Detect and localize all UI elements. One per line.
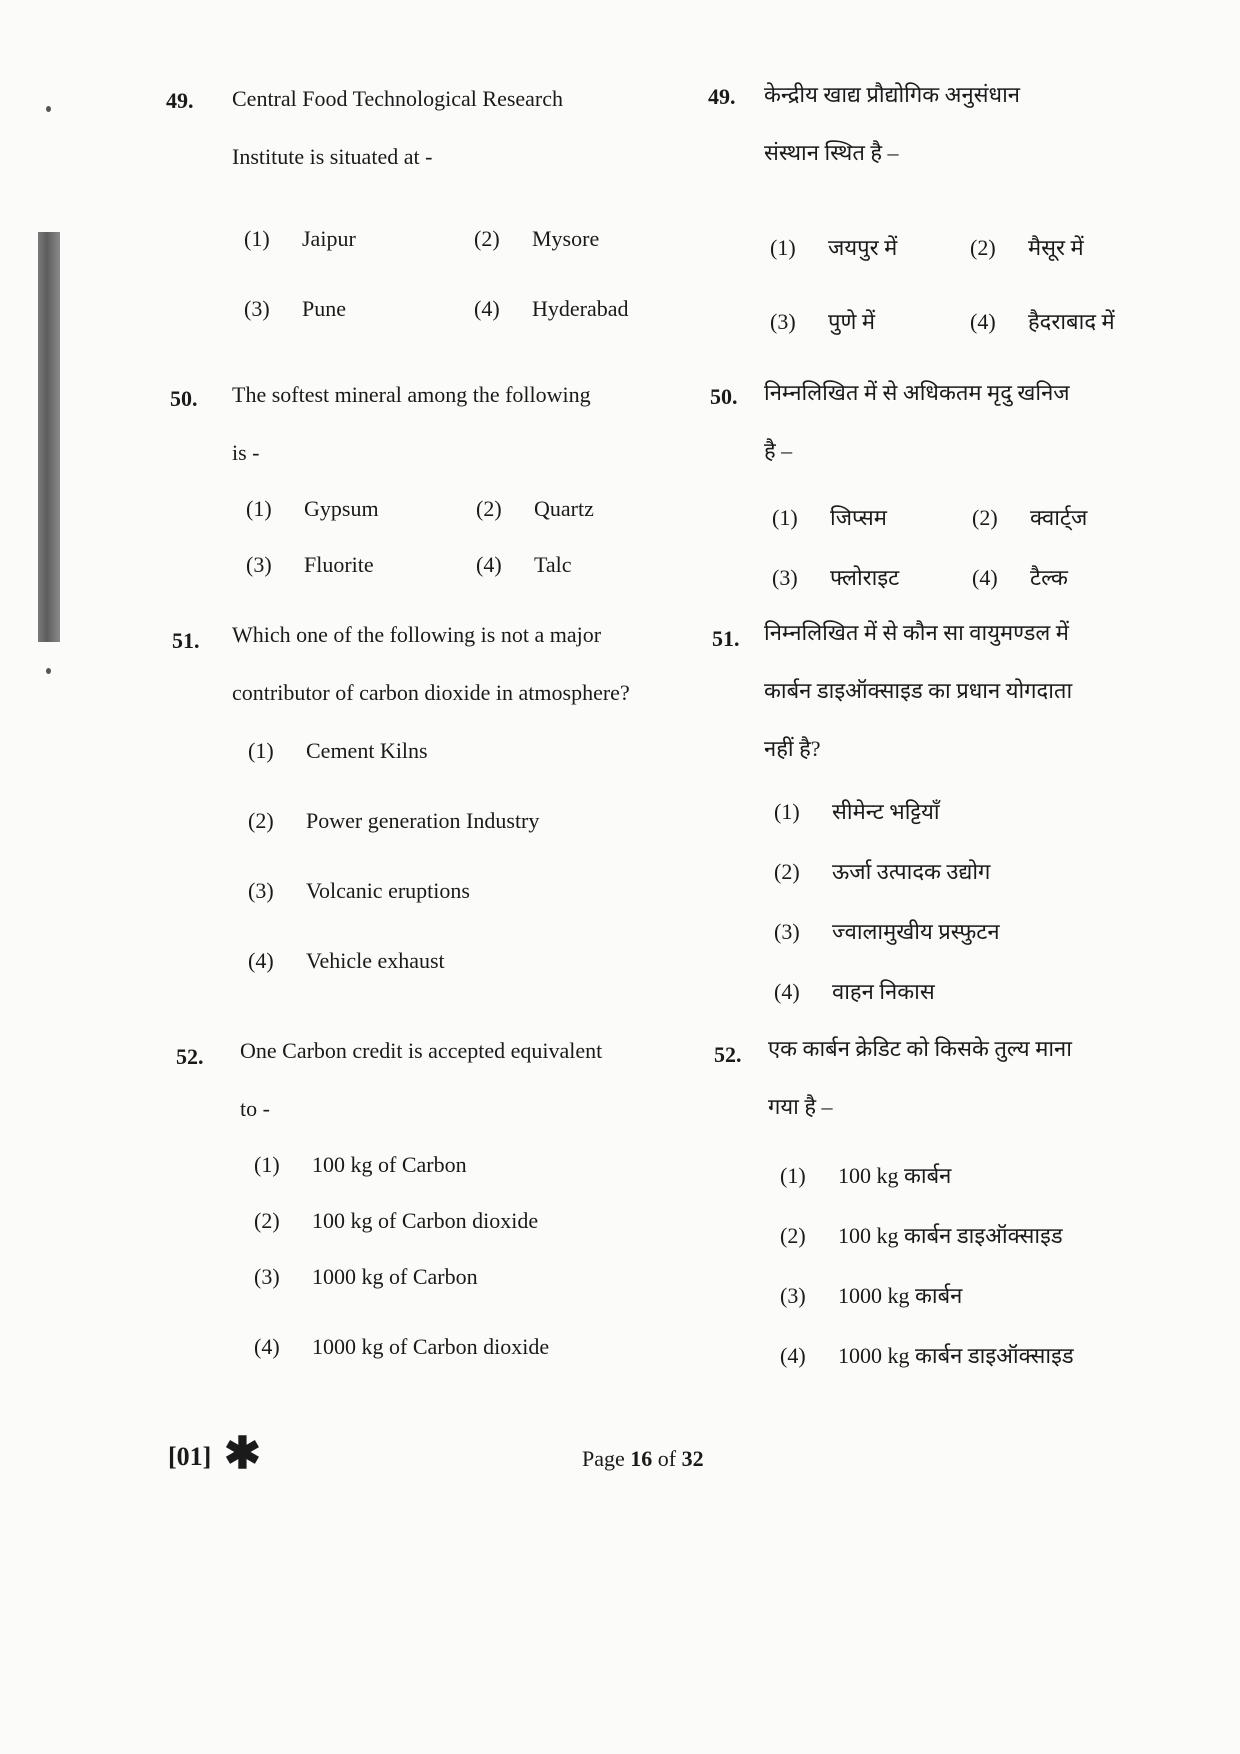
option-4 [248,948,445,974]
option-text: Volcanic eruptions [306,878,470,903]
scan-edge-strip [38,232,60,642]
option-text: Fluorite [304,552,374,577]
option-number: (1) [254,1152,280,1177]
option-number: (3) [244,296,270,321]
stem-line: निम्नलिखित में से कौन सा वायुमण्डल में [764,620,1069,645]
option-3 [254,1264,478,1290]
question-number: 49. [708,84,736,109]
option-text: पुणे में [828,309,876,334]
option-text: जयपुर में [828,235,898,260]
option-number: (3) [248,878,274,903]
option-1 [248,738,428,764]
option-1 [770,232,897,262]
stem-line: is - [232,440,260,465]
scan-speck [46,668,51,674]
option-number: (1) [246,496,272,521]
option-2 [254,1208,538,1234]
option-number: (4) [972,565,998,590]
option-4 [476,552,572,578]
option-text: टैल्क [1030,565,1068,590]
option-2 [970,232,1084,262]
option-number: (4) [248,948,274,973]
option-2 [474,226,599,252]
page-current: 16 [630,1446,653,1471]
option-3 [244,296,346,322]
option-text: Power generation Industry [306,808,540,833]
stem-line: to - [240,1096,270,1121]
option-number: (4) [780,1343,806,1368]
question-number: 50. [170,386,198,411]
option-text: 100 kg of Carbon [312,1152,467,1177]
stem-line: Central Food Technological Research [232,86,564,111]
option-text: ऊर्जा उत्पादक उद्योग [832,859,991,884]
option-3 [248,878,470,904]
option-text: क्वार्ट्ज [1030,505,1088,530]
option-text: हैदराबाद में [1028,309,1115,334]
stem-line: निम्नलिखित में से अधिकतम मृदु खनिज [764,380,1070,405]
option-number: (3) [780,1283,806,1308]
option-text: Gypsum [304,496,379,521]
option-number: (1) [774,799,800,824]
question-stem [764,66,1168,182]
question-stem [768,1020,1168,1136]
booklet-code: [01] [168,1442,212,1471]
option-text: Jaipur [302,226,356,251]
question-number: 52. [176,1044,204,1069]
option-number: (4) [476,552,502,577]
stem-line: केन्द्रीय खाद्य प्रौद्योगिक अनुसंधान [764,82,1020,107]
option-number: (1) [780,1163,806,1188]
question-number: 49. [166,88,194,113]
stem-line: कार्बन डाइऑक्साइड का प्रधान योगदाता [764,678,1073,703]
stem-line: Which one of the following is not a major [232,622,602,647]
option-text: जिप्सम [830,505,887,530]
option-2 [476,496,594,522]
option-text: 100 kg कार्बन डाइऑक्साइड [838,1223,1063,1248]
option-1 [246,496,379,522]
option-text: मैसूर में [1028,235,1084,260]
option-4 [774,976,935,1006]
question-stem [232,70,692,186]
stem-line: The softest mineral among the following [232,382,591,407]
option-number: (1) [248,738,274,763]
option-text: वाहन निकास [832,979,935,1004]
option-number: (2) [474,226,500,251]
option-3 [780,1280,962,1310]
option-text: फ्लोराइट [830,565,900,590]
option-text: 1000 kg कार्बन [838,1283,963,1308]
stem-line: नहीं है? [764,736,821,761]
option-4 [254,1334,549,1360]
option-3 [770,306,875,336]
stem-line: One Carbon credit is accepted equivalent [240,1038,603,1063]
option-number: (2) [248,808,274,833]
stem-line: एक कार्बन क्रेडिट को किसके तुल्य माना [768,1036,1072,1061]
option-text: सीमेन्ट भट्टियाँ [832,799,940,824]
option-number: (4) [474,296,500,321]
option-number: (3) [770,309,796,334]
option-number: (3) [772,565,798,590]
asterisk-icon: ✱ [224,1429,261,1478]
option-2 [248,808,539,834]
option-1 [774,796,940,826]
option-text: 1000 kg कार्बन डाइऑक्साइड [838,1343,1074,1368]
question-stem [764,604,1168,778]
option-2 [774,856,990,886]
option-number: (2) [780,1223,806,1248]
option-1 [780,1160,951,1190]
option-number: (1) [244,226,270,251]
option-text: ज्वालामुखीय प्रस्फुटन [832,919,1000,944]
stem-line: Institute is situated at - [232,144,433,169]
option-text: Hyderabad [532,296,629,321]
stem-line: संस्थान स्थित है – [764,140,899,165]
question-number: 51. [712,626,740,651]
option-text: Talc [534,552,572,577]
page-prefix: Page [582,1446,625,1471]
option-3 [246,552,374,578]
question-stem [764,364,1168,480]
option-1 [244,226,356,252]
option-text: 1000 kg of Carbon dioxide [312,1334,550,1359]
option-text: Cement Kilns [306,738,428,763]
option-text: Quartz [534,496,594,521]
option-4 [780,1340,1074,1370]
option-number: (1) [772,505,798,530]
page-total: 32 [681,1446,704,1471]
question-number: 51. [172,628,200,653]
option-3 [774,916,1000,946]
option-text: Vehicle exhaust [306,948,445,973]
question-number: 50. [710,384,738,409]
question-number: 52. [714,1042,742,1067]
option-1 [254,1152,467,1178]
page-of: of [657,1446,677,1471]
option-number: (1) [770,235,796,260]
option-text: 100 kg कार्बन [838,1163,952,1188]
option-2 [972,502,1087,532]
option-2 [780,1220,1063,1250]
option-number: (3) [254,1264,280,1289]
option-3 [772,562,899,592]
option-number: (2) [970,235,996,260]
option-number: (2) [254,1208,280,1233]
option-text: 1000 kg of Carbon [312,1264,478,1289]
option-number: (2) [476,496,502,521]
option-4 [474,296,629,322]
option-text: Mysore [532,226,600,251]
option-4 [972,562,1068,592]
option-number: (2) [774,859,800,884]
stem-line: गया है – [768,1094,833,1119]
stem-line: है – [764,438,793,463]
question-stem [232,606,692,722]
question-stem [240,1022,692,1138]
option-text: 100 kg of Carbon dioxide [312,1208,539,1233]
option-number: (4) [970,309,996,334]
option-number: (3) [774,919,800,944]
scan-speck [46,106,51,112]
option-number: (3) [246,552,272,577]
option-1 [772,502,887,532]
option-4 [970,306,1115,336]
stem-line: contributor of carbon dioxide in atmosphere? [232,680,630,705]
question-stem [232,366,692,482]
option-number: (4) [254,1334,280,1359]
option-number: (4) [774,979,800,1004]
option-number: (2) [972,505,998,530]
page-number [582,1446,704,1472]
option-text: Pune [302,296,346,321]
